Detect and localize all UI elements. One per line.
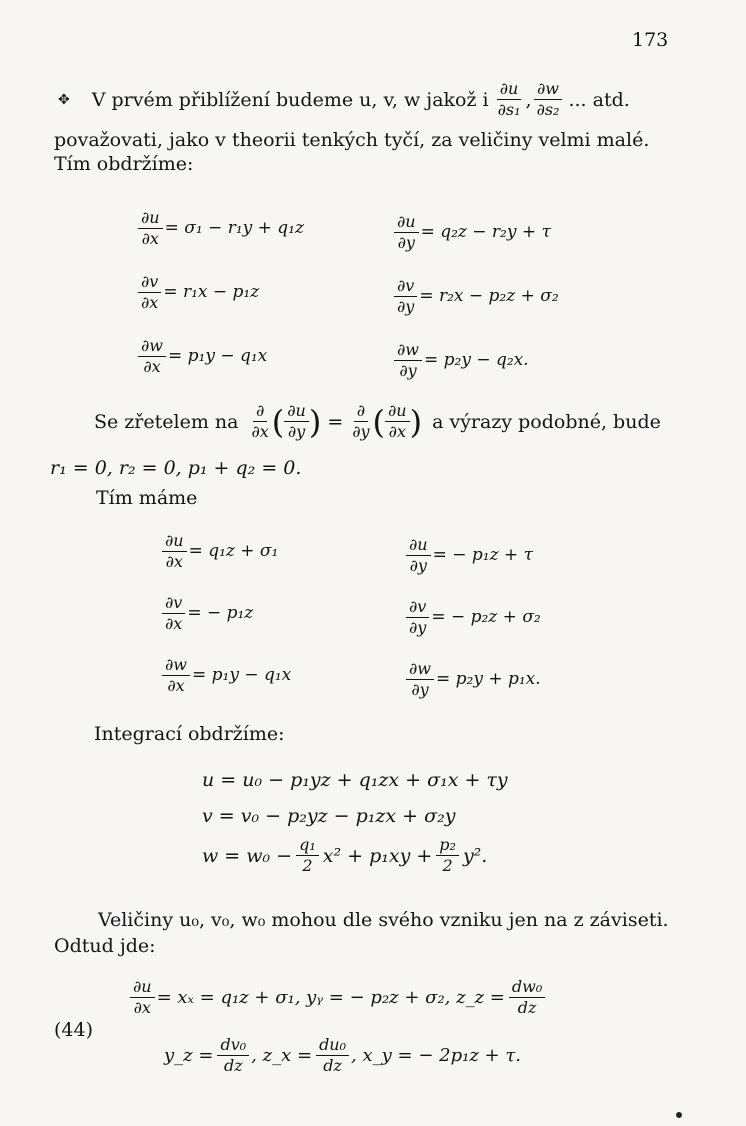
- integration-v: v = v₀ − p₂yz − p₁zx + σ₂y: [202, 805, 456, 827]
- page-number: 173: [632, 29, 669, 51]
- fraction: $\frac{\partial u}{\partial x}$: [385, 402, 410, 441]
- fraction: $\frac{\partial w}{\partial x}$: [138, 337, 166, 376]
- fraction-du-ds1: $\frac{\partial u}{\text{∂s₁}}$: [497, 79, 521, 119]
- ornament-icon: ✥: [58, 91, 70, 108]
- velicny-line-1: Veličiny u₀, v₀, w₀ mohou dle svého vzniku jen na z záviseti.: [98, 909, 669, 931]
- fraction: $\frac{\partial}{\partial x}$: [251, 401, 269, 441]
- fraction: $\frac{\partial u}{\partial y}$: [406, 536, 431, 575]
- system1-left: [138, 196, 304, 388]
- fraction: $\frac{\partial u}{\partial x}$: [162, 532, 187, 571]
- intro-tail: ... atd.: [568, 88, 630, 111]
- system2-left: [162, 520, 291, 706]
- equation: $\frac{\partial u}{\partial y}$ = q₂z − r₂y + τ: [394, 200, 559, 264]
- equation-number: (44): [54, 1019, 94, 1041]
- integration-u: u = u₀ − p₁yz + q₁zx + σ₁x + τy: [202, 769, 508, 791]
- eq44-line-1: $\frac{\partial u}{\partial x}$ = xₓ = q₁z + σ₁, yᵧ = − p₂z + σ₂, z_z = $\frac{\text{dw₀}}{dz}$: [130, 978, 545, 1017]
- fraction: $\frac{\partial u}{\partial x}$: [130, 978, 155, 1017]
- fraction: $\frac{\partial}{\partial y}$: [352, 401, 370, 441]
- equation: $\frac{\partial w}{\partial y}$ = p₂y + p₁x.: [406, 648, 541, 710]
- ink-spot: [676, 1112, 682, 1118]
- equation: $\frac{\partial u}{\partial y}$ = − p₁z + τ: [406, 524, 541, 586]
- fraction: $\frac{\partial w}{\partial x}$: [162, 656, 190, 695]
- intro-line-1: ✥ V prvém přiblížení budeme u, v, w jakož i $\frac{\partial u}{\text{∂s₁}}$ , $\frac{\partial w}{\text{∂s₂}}$ ... atd.: [58, 79, 630, 119]
- fraction: $\frac{\partial v}{\partial y}$: [406, 598, 429, 637]
- equation: $\frac{\partial w}{\partial y}$ = p₂y − q₂x.: [394, 328, 559, 392]
- fraction: $\frac{\partial u}{\partial y}$: [394, 213, 419, 252]
- fraction: $\frac{\partial u}{\partial y}$: [284, 402, 309, 441]
- fraction: $\frac{\partial v}{\partial y}$: [394, 277, 417, 316]
- fraction: $\frac{\text{dv₀}}{dz}$: [217, 1036, 249, 1075]
- equation: $\frac{\partial v}{\partial x}$ = − p₁z: [162, 582, 291, 644]
- fraction: $\frac{\text{du₀}}{dz}$: [316, 1036, 349, 1075]
- equation: $\frac{\partial w}{\partial x}$ = p₁y − q₁x: [138, 324, 304, 388]
- fraction-dw-ds2: $\frac{\partial w}{\text{∂s₂}}$: [534, 80, 563, 119]
- fraction: $\frac{\partial v}{\partial x}$: [138, 273, 161, 312]
- regard-result: r₁ = 0, r₂ = 0, p₁ + q₂ = 0.: [50, 457, 302, 479]
- eq44-line-2: y_z = $\frac{\text{dv₀}}{dz}$ , z_x = $\frac{\text{du₀}}{dz}$ , x_y = − 2p₁z + τ.: [164, 1035, 522, 1075]
- system1-right: [394, 200, 559, 392]
- tim-mame: Tím máme: [96, 487, 198, 509]
- equation: $\frac{\partial u}{\partial x}$ = q₁z + σ₁: [162, 520, 291, 582]
- integration-label: Integrací obdržíme:: [94, 723, 285, 745]
- equation: $\frac{\partial v}{\partial x}$ = r₁x − p₁z: [138, 260, 304, 324]
- equation: $\frac{\partial u}{\partial x}$ = σ₁ − r₁y + q₁z: [138, 196, 304, 260]
- velicny-line-2: Odtud jde:: [54, 935, 156, 957]
- fraction: $\frac{\partial u}{\partial x}$: [138, 209, 163, 248]
- intro-line-3: Tím obdržíme:: [54, 153, 194, 175]
- fraction: $\frac{\partial v}{\partial x}$: [162, 594, 185, 633]
- intro-line-2: považovati, jako v theorii tenkých tyčí, za veličiny velmi malé.: [54, 129, 650, 151]
- integration-w: w = w₀ − $\frac{\text{q₁}}{2}$ x² + p₁xy + $\frac{\text{p₂}}{2}$ y².: [202, 835, 488, 875]
- equation: $\frac{\partial w}{\partial x}$ = p₁y − q₁x: [162, 644, 291, 706]
- fraction: $\frac{\text{q₁}}{2}$: [296, 836, 319, 875]
- fraction: $\frac{\text{dw₀}}{dz}$: [509, 978, 545, 1017]
- regard-line: Se zřetelem na $\frac{\partial}{\partial x}$ ( $\frac{\partial u}{\partial y}$ ) = $\frac{\partial}{\partial y}$ ( $\frac{\partial u}{\partial x}$ ) a výrazy podobné, bude: [94, 401, 661, 441]
- equation: $\frac{\partial v}{\partial y}$ = r₂x − p₂z + σ₂: [394, 264, 559, 328]
- equation: $\frac{\partial v}{\partial y}$ = − p₂z + σ₂: [406, 586, 541, 648]
- fraction: $\frac{\text{p₂}}{2}$: [436, 836, 459, 875]
- fraction: $\frac{\partial w}{\partial y}$: [394, 341, 422, 380]
- intro-text: V prvém přiblížení budeme u, v, w jakož i: [91, 88, 489, 111]
- system2-right: [406, 524, 541, 710]
- fraction: $\frac{\partial w}{\partial y}$: [406, 660, 434, 699]
